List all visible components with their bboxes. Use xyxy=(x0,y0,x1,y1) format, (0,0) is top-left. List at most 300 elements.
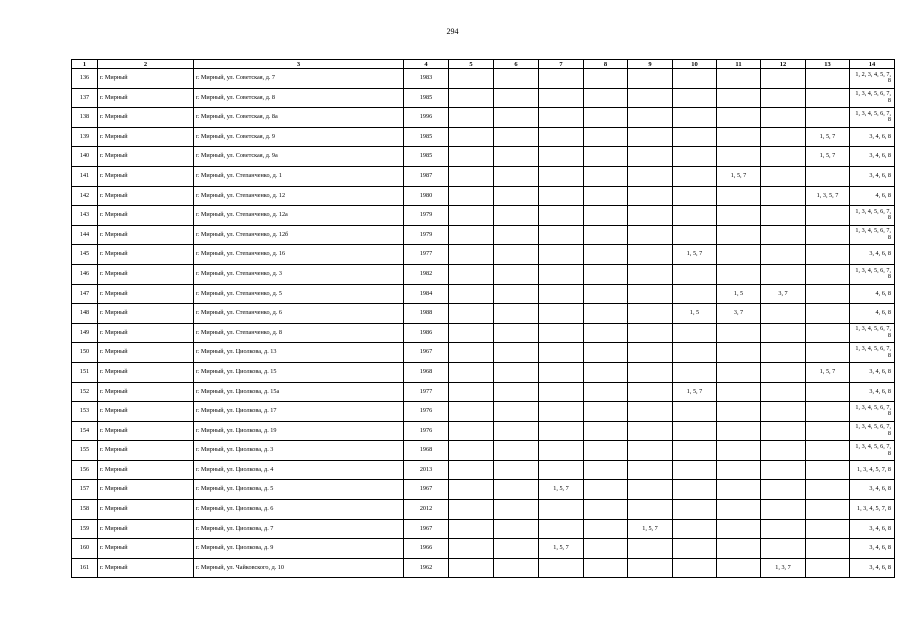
cell-col-13: 1, 5, 7 xyxy=(806,362,850,382)
cell-col-13 xyxy=(806,284,850,304)
cell-col-5 xyxy=(449,206,494,226)
cell-col-14: 1, 3, 4, 5, 7, 8 xyxy=(850,460,895,480)
cell-col-12 xyxy=(761,519,806,539)
cell-col-5 xyxy=(449,441,494,461)
cell-col-14: 4, 6, 8 xyxy=(850,284,895,304)
cell-col-10 xyxy=(673,343,717,363)
cell-col-10 xyxy=(673,284,717,304)
cell-col-1: 158 xyxy=(72,500,98,520)
cell-col-13 xyxy=(806,441,850,461)
cell-col-11 xyxy=(717,264,761,284)
table-row xyxy=(72,147,895,167)
cell-col-10: 1, 5 xyxy=(673,304,717,324)
cell-col-14: 1, 3, 4, 5, 6, 7, 8 xyxy=(850,402,895,422)
cell-col-14: 3, 4, 6, 8 xyxy=(850,539,895,559)
cell-col-1: 140 xyxy=(72,147,98,167)
cell-col-14: 3, 4, 6, 8 xyxy=(850,166,895,186)
cell-col-3: г. Мирный, ул. Степанченко, д. 3 xyxy=(194,264,404,284)
cell-col-8 xyxy=(584,166,628,186)
cell-col-4: 2012 xyxy=(404,500,449,520)
cell-col-9 xyxy=(628,166,673,186)
cell-col-4: 1987 xyxy=(404,166,449,186)
cell-col-1: 143 xyxy=(72,206,98,226)
cell-col-13 xyxy=(806,166,850,186)
cell-col-2: г. Мирный xyxy=(98,206,194,226)
cell-col-14: 1, 2, 3, 4, 5, 7, 8 xyxy=(850,69,895,89)
cell-col-2: г. Мирный xyxy=(98,441,194,461)
cell-col-6 xyxy=(494,206,539,226)
cell-col-5 xyxy=(449,519,494,539)
cell-col-8 xyxy=(584,88,628,108)
cell-col-9 xyxy=(628,460,673,480)
table-row xyxy=(72,284,895,304)
cell-col-1: 161 xyxy=(72,558,98,578)
cell-col-11 xyxy=(717,88,761,108)
cell-col-10 xyxy=(673,127,717,147)
cell-col-9 xyxy=(628,500,673,520)
table-row xyxy=(72,304,895,324)
cell-col-3: г. Мирный, ул. Советская, д. 9а xyxy=(194,147,404,167)
cell-col-10 xyxy=(673,539,717,559)
cell-col-8 xyxy=(584,500,628,520)
column-header-7: 7 xyxy=(539,60,584,69)
cell-col-4: 1967 xyxy=(404,343,449,363)
cell-col-4: 1976 xyxy=(404,421,449,441)
cell-col-7 xyxy=(539,343,584,363)
cell-col-11 xyxy=(717,539,761,559)
cell-col-5 xyxy=(449,127,494,147)
cell-col-10 xyxy=(673,206,717,226)
table-row xyxy=(72,264,895,284)
cell-col-3: г. Мирный, ул. Циолкова, д. 4 xyxy=(194,460,404,480)
cell-col-7 xyxy=(539,362,584,382)
cell-col-12 xyxy=(761,480,806,500)
cell-col-3: г. Мирный, ул. Советская, д. 9 xyxy=(194,127,404,147)
cell-col-12 xyxy=(761,127,806,147)
cell-col-9 xyxy=(628,441,673,461)
cell-col-7 xyxy=(539,108,584,128)
cell-col-3: г. Мирный, ул. Циолкова, д. 7 xyxy=(194,519,404,539)
cell-col-10 xyxy=(673,460,717,480)
cell-col-8 xyxy=(584,539,628,559)
cell-col-1: 136 xyxy=(72,69,98,89)
cell-col-4: 1968 xyxy=(404,441,449,461)
cell-col-9 xyxy=(628,539,673,559)
cell-col-12 xyxy=(761,402,806,422)
cell-col-6 xyxy=(494,441,539,461)
cell-col-5 xyxy=(449,88,494,108)
cell-col-4: 2013 xyxy=(404,460,449,480)
cell-col-9 xyxy=(628,284,673,304)
cell-col-13 xyxy=(806,225,850,245)
cell-col-4: 1986 xyxy=(404,323,449,343)
cell-col-6 xyxy=(494,480,539,500)
table-row xyxy=(72,441,895,461)
column-header-5: 5 xyxy=(449,60,494,69)
cell-col-9 xyxy=(628,206,673,226)
cell-col-2: г. Мирный xyxy=(98,382,194,402)
cell-col-10 xyxy=(673,264,717,284)
table-row xyxy=(72,402,895,422)
cell-col-9 xyxy=(628,362,673,382)
cell-col-7 xyxy=(539,206,584,226)
cell-col-4: 1988 xyxy=(404,304,449,324)
cell-col-3: г. Мирный, ул. Циолкова, д. 15 xyxy=(194,362,404,382)
cell-col-4: 1979 xyxy=(404,225,449,245)
cell-col-11 xyxy=(717,245,761,265)
cell-col-2: г. Мирный xyxy=(98,88,194,108)
cell-col-11 xyxy=(717,147,761,167)
cell-col-1: 138 xyxy=(72,108,98,128)
cell-col-6 xyxy=(494,382,539,402)
cell-col-8 xyxy=(584,441,628,461)
table-row xyxy=(72,480,895,500)
cell-col-14: 1, 3, 4, 5, 7, 8 xyxy=(850,500,895,520)
cell-col-2: г. Мирный xyxy=(98,460,194,480)
header-row xyxy=(72,60,895,69)
cell-col-5 xyxy=(449,382,494,402)
cell-col-4: 1967 xyxy=(404,519,449,539)
cell-col-1: 147 xyxy=(72,284,98,304)
column-header-1: 1 xyxy=(72,60,98,69)
cell-col-14: 1, 3, 4, 5, 6, 7, 8 xyxy=(850,343,895,363)
cell-col-9 xyxy=(628,264,673,284)
cell-col-6 xyxy=(494,460,539,480)
table-row xyxy=(72,558,895,578)
cell-col-14: 3, 4, 6, 8 xyxy=(850,127,895,147)
cell-col-2: г. Мирный xyxy=(98,362,194,382)
cell-col-8 xyxy=(584,264,628,284)
cell-col-9 xyxy=(628,147,673,167)
cell-col-3: г. Мирный, ул. Степанченко, д. 12 xyxy=(194,186,404,206)
cell-col-3: г. Мирный, ул. Циолкова, д. 19 xyxy=(194,421,404,441)
cell-col-3: г. Мирный, ул. Циолкова, д. 9 xyxy=(194,539,404,559)
cell-col-8 xyxy=(584,558,628,578)
cell-col-6 xyxy=(494,225,539,245)
table-row xyxy=(72,166,895,186)
cell-col-4: 1976 xyxy=(404,402,449,422)
table-row xyxy=(72,225,895,245)
cell-col-12 xyxy=(761,108,806,128)
cell-col-8 xyxy=(584,480,628,500)
cell-col-5 xyxy=(449,500,494,520)
table-row xyxy=(72,69,895,89)
cell-col-4: 1977 xyxy=(404,382,449,402)
cell-col-11: 1, 5, 7 xyxy=(717,166,761,186)
cell-col-6 xyxy=(494,147,539,167)
cell-col-12 xyxy=(761,245,806,265)
cell-col-8 xyxy=(584,362,628,382)
cell-col-5 xyxy=(449,402,494,422)
page-number: 294 xyxy=(446,27,459,36)
cell-col-10: 1, 5, 7 xyxy=(673,382,717,402)
cell-col-5 xyxy=(449,558,494,578)
cell-col-10 xyxy=(673,480,717,500)
cell-col-4: 1967 xyxy=(404,480,449,500)
cell-col-2: г. Мирный xyxy=(98,225,194,245)
cell-col-11 xyxy=(717,402,761,422)
cell-col-3: г. Мирный, ул. Степанченко, д. 5 xyxy=(194,284,404,304)
cell-col-4: 1977 xyxy=(404,245,449,265)
cell-col-9 xyxy=(628,69,673,89)
cell-col-11 xyxy=(717,460,761,480)
cell-col-8 xyxy=(584,343,628,363)
cell-col-13 xyxy=(806,245,850,265)
cell-col-12 xyxy=(761,69,806,89)
cell-col-7 xyxy=(539,264,584,284)
cell-col-1: 150 xyxy=(72,343,98,363)
cell-col-3: г. Мирный, ул. Степанченко, д. 8 xyxy=(194,323,404,343)
cell-col-11: 1, 5 xyxy=(717,284,761,304)
cell-col-6 xyxy=(494,343,539,363)
cell-col-1: 146 xyxy=(72,264,98,284)
cell-col-4: 1983 xyxy=(404,69,449,89)
cell-col-5 xyxy=(449,362,494,382)
cell-col-14: 1, 3, 4, 5, 6, 7, 8 xyxy=(850,323,895,343)
cell-col-10: 1, 5, 7 xyxy=(673,245,717,265)
column-header-3: 3 xyxy=(194,60,404,69)
cell-col-1: 160 xyxy=(72,539,98,559)
cell-col-10 xyxy=(673,500,717,520)
cell-col-1: 157 xyxy=(72,480,98,500)
cell-col-12 xyxy=(761,500,806,520)
cell-col-7: 1, 5, 7 xyxy=(539,480,584,500)
cell-col-6 xyxy=(494,558,539,578)
table-row xyxy=(72,206,895,226)
cell-col-6 xyxy=(494,127,539,147)
cell-col-8 xyxy=(584,304,628,324)
cell-col-3: г. Мирный, ул. Степанченко, д. 1 xyxy=(194,166,404,186)
cell-col-14: 1, 3, 4, 5, 6, 7, 8 xyxy=(850,225,895,245)
column-header-2: 2 xyxy=(98,60,194,69)
cell-col-12 xyxy=(761,441,806,461)
cell-col-2: г. Мирный xyxy=(98,421,194,441)
cell-col-12: 3, 7 xyxy=(761,284,806,304)
cell-col-10 xyxy=(673,519,717,539)
table-row xyxy=(72,108,895,128)
cell-col-10 xyxy=(673,558,717,578)
cell-col-9: 1, 5, 7 xyxy=(628,519,673,539)
cell-col-13 xyxy=(806,343,850,363)
cell-col-4: 1982 xyxy=(404,264,449,284)
cell-col-2: г. Мирный xyxy=(98,558,194,578)
cell-col-6 xyxy=(494,500,539,520)
cell-col-7 xyxy=(539,127,584,147)
cell-col-12 xyxy=(761,304,806,324)
cell-col-3: г. Мирный, ул. Циолкова, д. 3 xyxy=(194,441,404,461)
cell-col-12 xyxy=(761,343,806,363)
cell-col-11 xyxy=(717,362,761,382)
cell-col-1: 141 xyxy=(72,166,98,186)
cell-col-1: 153 xyxy=(72,402,98,422)
cell-col-9 xyxy=(628,480,673,500)
cell-col-6 xyxy=(494,88,539,108)
cell-col-13 xyxy=(806,460,850,480)
cell-col-3: г. Мирный, ул. Циолкова, д. 13 xyxy=(194,343,404,363)
cell-col-14: 4, 6, 8 xyxy=(850,186,895,206)
cell-col-8 xyxy=(584,284,628,304)
cell-col-12 xyxy=(761,206,806,226)
cell-col-11 xyxy=(717,421,761,441)
cell-col-12 xyxy=(761,421,806,441)
cell-col-8 xyxy=(584,225,628,245)
cell-col-5 xyxy=(449,69,494,89)
cell-col-11 xyxy=(717,127,761,147)
cell-col-13: 1, 3, 5, 7 xyxy=(806,186,850,206)
cell-col-2: г. Мирный xyxy=(98,108,194,128)
cell-col-13: 1, 5, 7 xyxy=(806,127,850,147)
cell-col-2: г. Мирный xyxy=(98,480,194,500)
cell-col-4: 1962 xyxy=(404,558,449,578)
cell-col-1: 142 xyxy=(72,186,98,206)
cell-col-7 xyxy=(539,284,584,304)
cell-col-6 xyxy=(494,421,539,441)
cell-col-6 xyxy=(494,284,539,304)
cell-col-5 xyxy=(449,343,494,363)
cell-col-2: г. Мирный xyxy=(98,166,194,186)
cell-col-8 xyxy=(584,186,628,206)
cell-col-6 xyxy=(494,304,539,324)
cell-col-8 xyxy=(584,460,628,480)
cell-col-14: 1, 3, 4, 5, 6, 7, 8 xyxy=(850,206,895,226)
cell-col-11 xyxy=(717,186,761,206)
cell-col-13 xyxy=(806,206,850,226)
cell-col-11: 3, 7 xyxy=(717,304,761,324)
cell-col-7 xyxy=(539,225,584,245)
cell-col-9 xyxy=(628,402,673,422)
column-header-8: 8 xyxy=(584,60,628,69)
cell-col-13 xyxy=(806,539,850,559)
cell-col-13 xyxy=(806,323,850,343)
cell-col-10 xyxy=(673,166,717,186)
cell-col-9 xyxy=(628,421,673,441)
cell-col-5 xyxy=(449,539,494,559)
cell-col-5 xyxy=(449,460,494,480)
cell-col-7 xyxy=(539,500,584,520)
cell-col-2: г. Мирный xyxy=(98,500,194,520)
cell-col-1: 155 xyxy=(72,441,98,461)
cell-col-5 xyxy=(449,186,494,206)
cell-col-3: г. Мирный, ул. Советская, д. 8а xyxy=(194,108,404,128)
cell-col-1: 145 xyxy=(72,245,98,265)
cell-col-13 xyxy=(806,500,850,520)
cell-col-14: 3, 4, 6, 8 xyxy=(850,147,895,167)
cell-col-7 xyxy=(539,147,584,167)
cell-col-8 xyxy=(584,421,628,441)
cell-col-9 xyxy=(628,245,673,265)
cell-col-13 xyxy=(806,382,850,402)
cell-col-5 xyxy=(449,108,494,128)
cell-col-5 xyxy=(449,304,494,324)
cell-col-13 xyxy=(806,402,850,422)
cell-col-9 xyxy=(628,127,673,147)
column-header-13: 13 xyxy=(806,60,850,69)
cell-col-1: 139 xyxy=(72,127,98,147)
cell-col-11 xyxy=(717,108,761,128)
column-header-14: 14 xyxy=(850,60,895,69)
cell-col-11 xyxy=(717,323,761,343)
cell-col-9 xyxy=(628,304,673,324)
cell-col-4: 1985 xyxy=(404,88,449,108)
cell-col-14: 3, 4, 6, 8 xyxy=(850,519,895,539)
cell-col-9 xyxy=(628,108,673,128)
cell-col-12 xyxy=(761,460,806,480)
cell-col-7 xyxy=(539,245,584,265)
cell-col-5 xyxy=(449,245,494,265)
cell-col-8 xyxy=(584,147,628,167)
cell-col-10 xyxy=(673,323,717,343)
cell-col-9 xyxy=(628,225,673,245)
cell-col-13 xyxy=(806,519,850,539)
cell-col-13 xyxy=(806,558,850,578)
cell-col-7 xyxy=(539,186,584,206)
cell-col-8 xyxy=(584,402,628,422)
column-header-10: 10 xyxy=(673,60,717,69)
cell-col-7 xyxy=(539,421,584,441)
cell-col-4: 1968 xyxy=(404,362,449,382)
cell-col-8 xyxy=(584,519,628,539)
cell-col-7 xyxy=(539,460,584,480)
cell-col-7 xyxy=(539,304,584,324)
cell-col-4: 1996 xyxy=(404,108,449,128)
cell-col-14: 3, 4, 6, 8 xyxy=(850,362,895,382)
cell-col-3: г. Мирный, ул. Степанченко, д. 16 xyxy=(194,245,404,265)
cell-col-4: 1985 xyxy=(404,147,449,167)
table-row xyxy=(72,245,895,265)
cell-col-7 xyxy=(539,382,584,402)
cell-col-5 xyxy=(449,225,494,245)
cell-col-1: 156 xyxy=(72,460,98,480)
cell-col-10 xyxy=(673,147,717,167)
cell-col-8 xyxy=(584,127,628,147)
table-row xyxy=(72,362,895,382)
cell-col-2: г. Мирный xyxy=(98,519,194,539)
cell-col-10 xyxy=(673,225,717,245)
cell-col-13 xyxy=(806,264,850,284)
cell-col-1: 154 xyxy=(72,421,98,441)
cell-col-3: г. Мирный, ул. Советская, д. 8 xyxy=(194,88,404,108)
cell-col-7 xyxy=(539,323,584,343)
cell-col-14: 1, 3, 4, 5, 6, 7, 8 xyxy=(850,441,895,461)
cell-col-8 xyxy=(584,69,628,89)
cell-col-7 xyxy=(539,558,584,578)
cell-col-10 xyxy=(673,186,717,206)
cell-col-6 xyxy=(494,362,539,382)
cell-col-13 xyxy=(806,480,850,500)
cell-col-11 xyxy=(717,69,761,89)
column-header-11: 11 xyxy=(717,60,761,69)
column-header-12: 12 xyxy=(761,60,806,69)
cell-col-8 xyxy=(584,382,628,402)
cell-col-11 xyxy=(717,225,761,245)
cell-col-6 xyxy=(494,539,539,559)
cell-col-11 xyxy=(717,441,761,461)
cell-col-13: 1, 5, 7 xyxy=(806,147,850,167)
cell-col-11 xyxy=(717,558,761,578)
cell-col-14: 3, 4, 6, 8 xyxy=(850,480,895,500)
cell-col-10 xyxy=(673,108,717,128)
cell-col-6 xyxy=(494,69,539,89)
cell-col-2: г. Мирный xyxy=(98,402,194,422)
cell-col-6 xyxy=(494,186,539,206)
cell-col-14: 3, 4, 6, 8 xyxy=(850,558,895,578)
cell-col-12 xyxy=(761,225,806,245)
table-row xyxy=(72,127,895,147)
cell-col-5 xyxy=(449,323,494,343)
cell-col-3: г. Мирный, ул. Степанченко, д. 6 xyxy=(194,304,404,324)
cell-col-8 xyxy=(584,245,628,265)
cell-col-2: г. Мирный xyxy=(98,147,194,167)
